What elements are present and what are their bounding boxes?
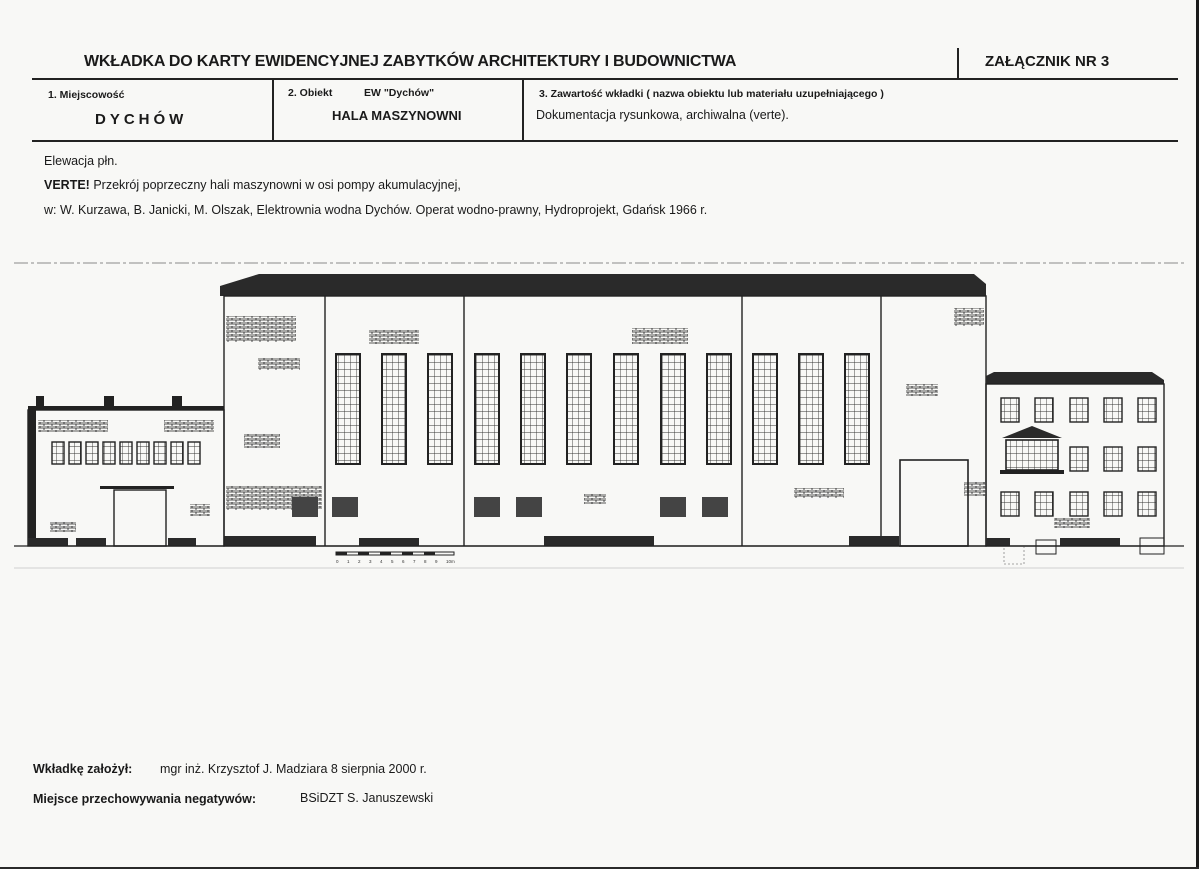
negatives-label: Miejsce przechowywania negatywów: (33, 792, 256, 806)
object-sub: EW "Dychów" (364, 87, 435, 99)
basement-windows (292, 497, 728, 517)
scale-bar (336, 552, 455, 564)
scale-tick-8: 8 (424, 559, 427, 564)
founded-value: mgr inż. Krzysztof J. Madziara 8 sierpnia 2000 r. (160, 762, 427, 776)
scale-tick-3: 3 (369, 559, 372, 564)
right-building (986, 372, 1164, 564)
verte-mark: VERTE! (44, 178, 90, 192)
left-door (114, 490, 166, 546)
scale-tick-2: 2 (358, 559, 361, 564)
header-top-rule (32, 78, 1178, 80)
fields-bottom-rule (32, 140, 1178, 142)
form-title: WKŁADKA DO KARTY EWIDENCYJNEJ ZABYTKÓW ARCHITEKTURY I BUDOWNICTWA (84, 53, 737, 70)
object-value: HALA MASZYNOWNI (332, 108, 462, 123)
left-building (28, 396, 224, 546)
location-label: 1. Miejscowość (48, 89, 125, 101)
balcony-window (1006, 440, 1058, 470)
description-line-1: Elewacja płn. (44, 154, 118, 168)
annex-number: ZAŁĄCZNIK NR 3 (985, 53, 1110, 70)
scale-tick-7: 7 (413, 559, 416, 564)
scale-tick-4: 4 (380, 559, 383, 564)
hall-gate (900, 460, 968, 546)
description-line-2 (44, 178, 461, 192)
scale-tick-0: 0 (336, 559, 339, 564)
location-value: DYCHÓW (95, 111, 188, 128)
founded-label: Wkładkę założył: (33, 762, 133, 776)
negatives-value: BSiDZT S. Januszewski (300, 791, 434, 805)
scale-tick-6: 6 (402, 559, 405, 564)
left-windows (52, 442, 200, 464)
header-divider (957, 48, 959, 80)
contents-label: 3. Zawartość wkładki ( nazwa obiektu lub materiału uzupełniającego ) (539, 88, 884, 100)
scale-tick-9: 9 (435, 559, 438, 564)
tall-windows (336, 354, 869, 464)
elevation-drawing (14, 250, 1184, 570)
scale-tick-10: 10m (446, 559, 455, 564)
verte-text: Przekrój poprzeczny hali maszynowni w osi pompy akumulacyjnej, (89, 178, 461, 192)
field-divider-2 (522, 80, 524, 141)
contents-value: Dokumentacja rysunkowa, archiwalna (verte). (536, 108, 789, 122)
object-label: 2. Obiekt (288, 87, 333, 99)
scale-tick-5: 5 (391, 559, 394, 564)
scale-tick-1: 1 (347, 559, 350, 564)
description-line-3: w: W. Kurzawa, B. Janicki, M. Olszak, Elektrownia wodna Dychów. Operat wodno-prawny, Hydroprojekt, Gdańsk 1966 r. (44, 203, 708, 217)
main-hall (220, 274, 986, 546)
field-divider-1 (272, 80, 274, 141)
